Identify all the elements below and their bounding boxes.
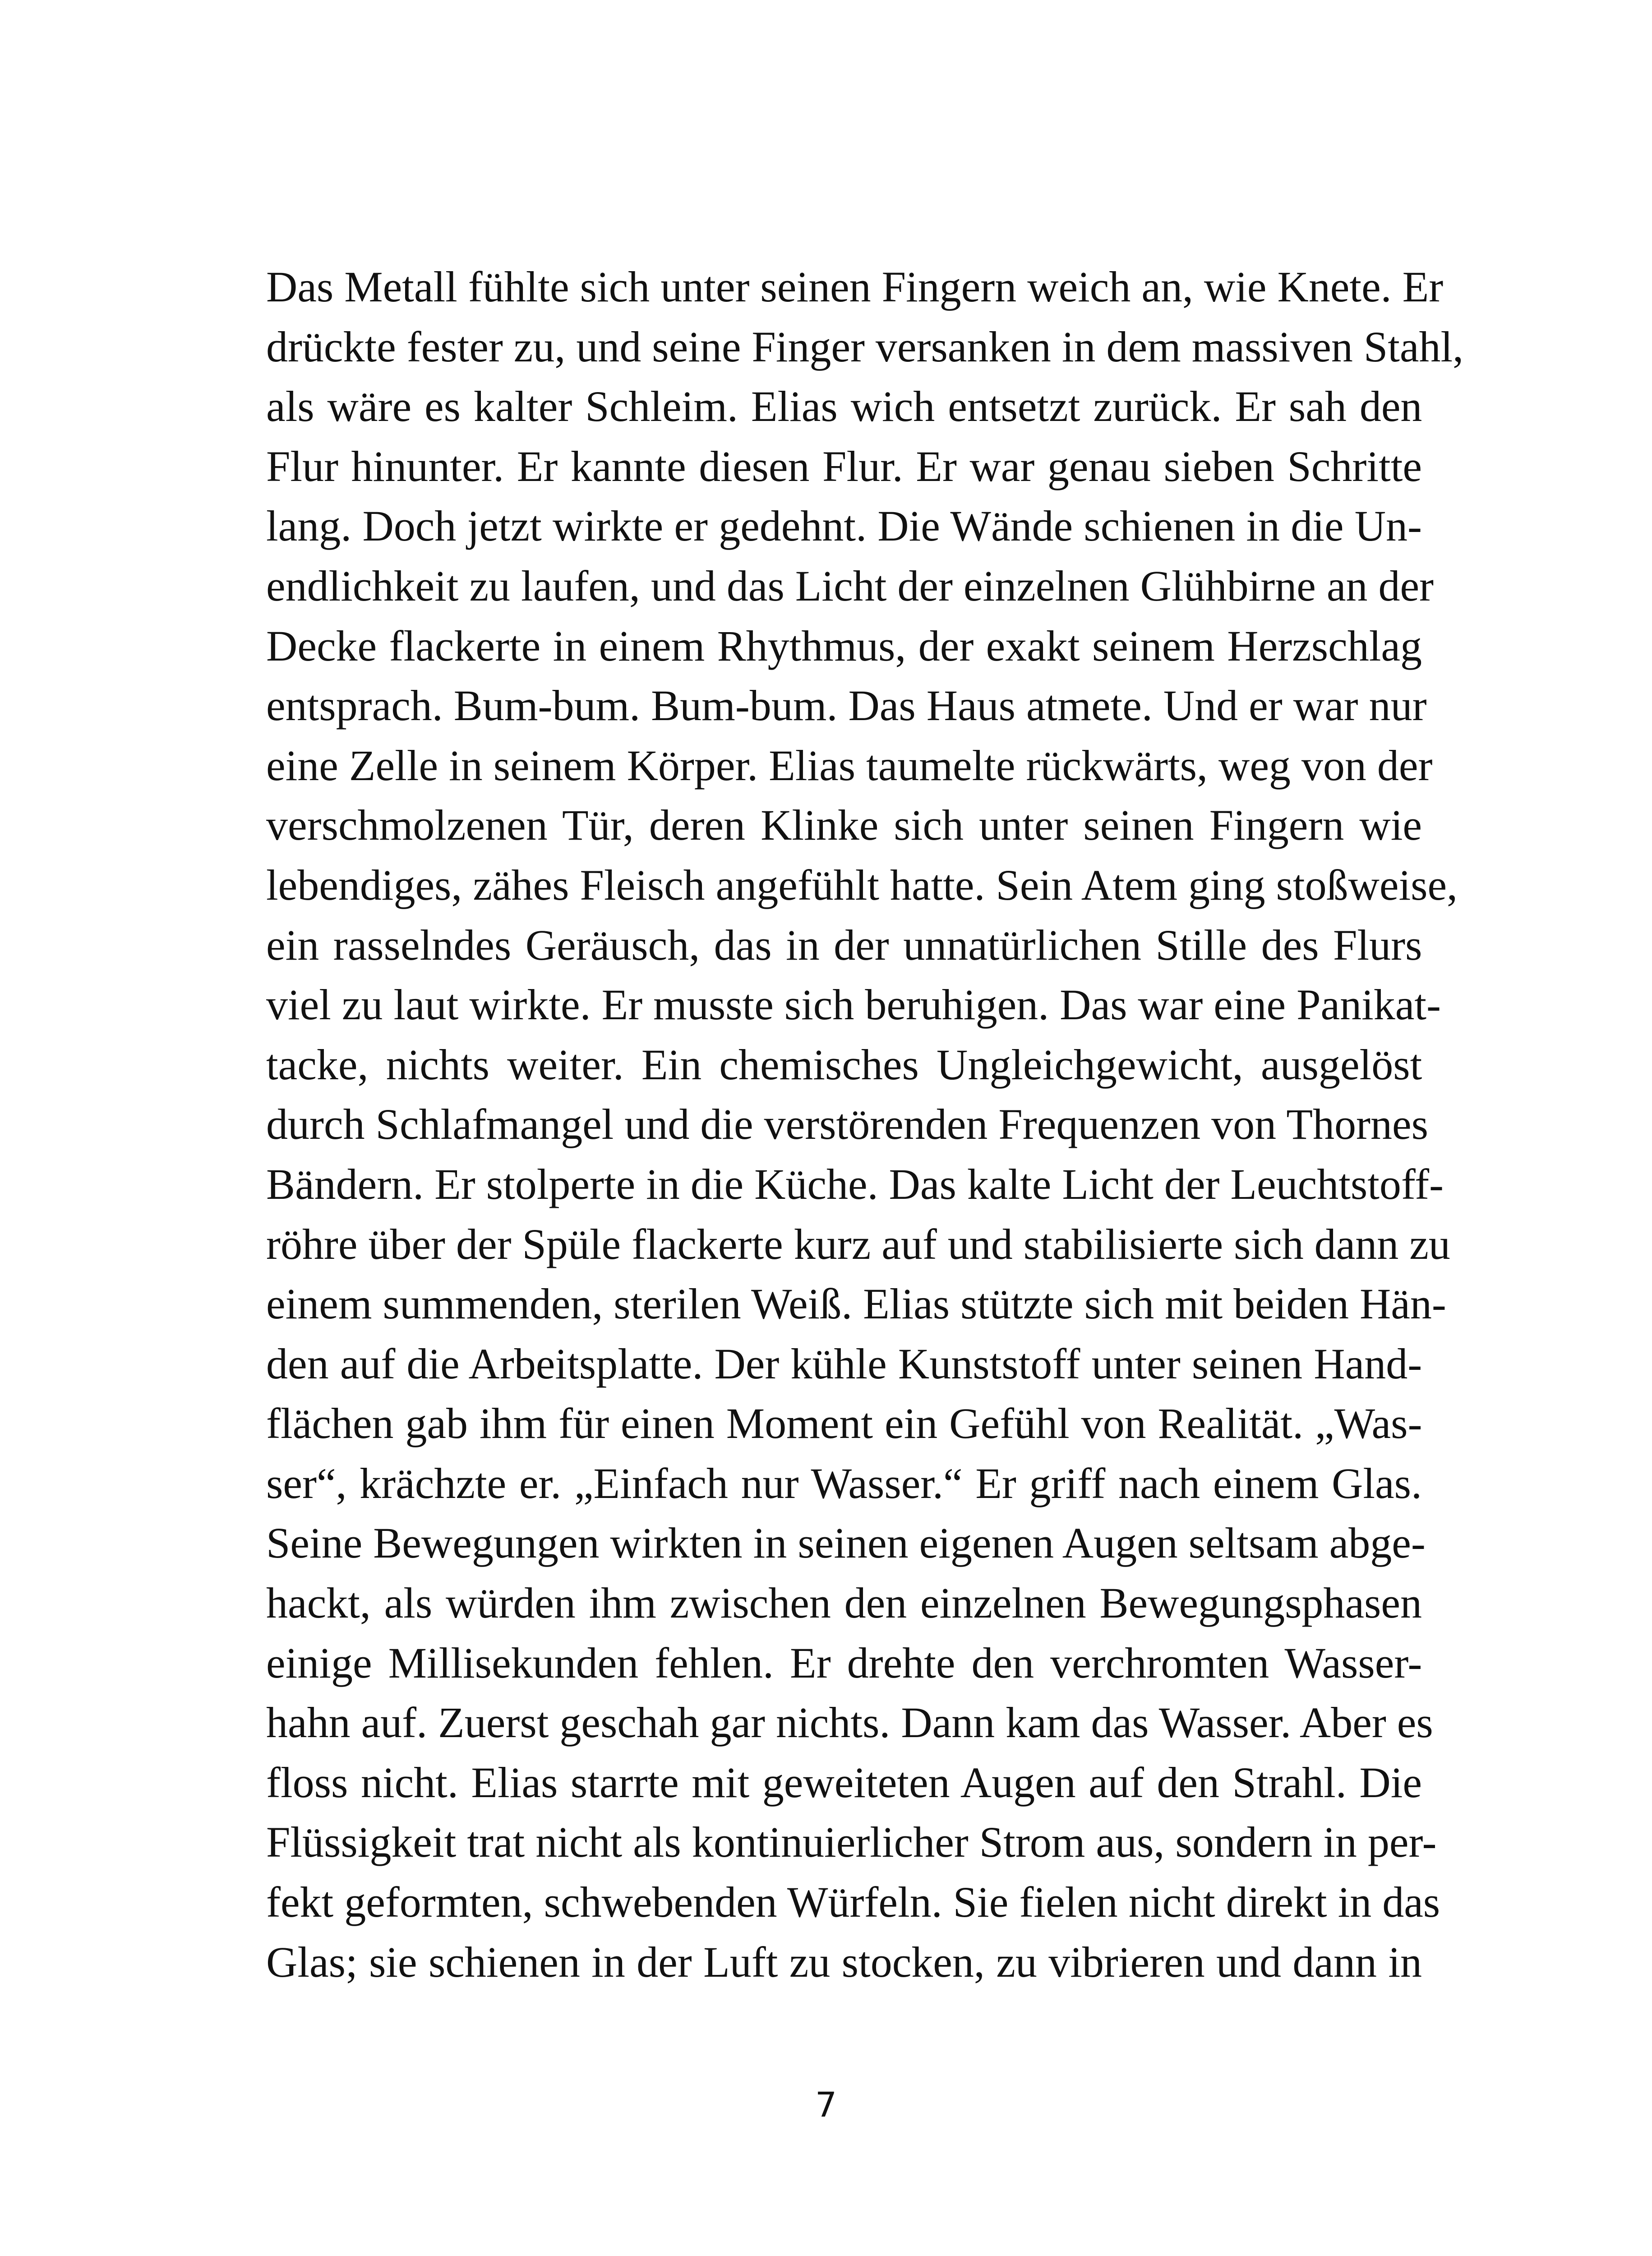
text-line: als wäre es kalter Schleim. Elias wich entsetzt zurück. Er sah den <box>266 382 1422 431</box>
text-line: floss nicht. Elias starrte mit geweiteten Augen auf den Strahl. Die <box>266 1758 1422 1807</box>
text-line: eine Zelle in seinem Körper. Elias taumelte rückwärts, weg von der <box>266 741 1433 790</box>
text-line: Das Metall fühlte sich unter seinen Fingern weich an, wie Knete. Er <box>266 263 1444 311</box>
text-line: tacke, nichts weiter. Ein chemisches Ungleichgewicht, ausgelöst <box>266 1040 1422 1089</box>
text-line: verschmolzenen Tür, deren Klinke sich unter seinen Fingern wie <box>266 801 1422 850</box>
text-line: drückte fester zu, und seine Finger versanken in dem massiven Stahl, <box>266 322 1464 371</box>
text-line: Glas; sie schienen in der Luft zu stocken, zu vibrieren und dann in <box>266 1937 1422 1986</box>
text-line: durch Schlafmangel und die verstörenden Frequenzen von Thornes <box>266 1100 1428 1149</box>
text-line: entsprach. Bum-bum. Bum-bum. Das Haus atmete. Und er war nur <box>266 681 1427 730</box>
page-number: 7 <box>815 2085 837 2125</box>
text-line: hackt, als würden ihm zwischen den einzelnen Bewegungsphasen <box>266 1579 1422 1627</box>
text-line: Decke flackerte in einem Rhythmus, der exakt seinem Herzschlag <box>266 621 1422 670</box>
text-line: fekt geformten, schwebenden Würfeln. Sie fielen nicht direkt in das <box>266 1878 1440 1927</box>
text-line: endlichkeit zu laufen, und das Licht der einzelnen Glühbirne an der <box>266 561 1434 610</box>
text-line: hahn auf. Zuerst geschah gar nichts. Dann kam das Wasser. Aber es <box>266 1698 1433 1747</box>
text-line: einige Millisekunden fehlen. Er drehte den verchromten Wasser- <box>266 1638 1422 1687</box>
text-line: ein rasselndes Geräusch, das in der unnatürlichen Stille des Flurs <box>266 920 1422 969</box>
text-line: einem summenden, sterilen Weiß. Elias stützte sich mit beiden Hän- <box>266 1280 1446 1328</box>
text-line: röhre über der Spüle flackerte kurz auf und stabilisierte sich dann zu <box>266 1220 1450 1268</box>
text-line: lebendiges, zähes Fleisch angefühlt hatte. Sein Atem ging stoßweise, <box>266 860 1458 909</box>
text-line: Bändern. Er stolperte in die Küche. Das kalte Licht der Leuchtstoff- <box>266 1160 1444 1208</box>
text-line: flächen gab ihm für einen Moment ein Gefühl von Realität. „Was- <box>266 1399 1422 1448</box>
text-line: Seine Bewegungen wirkten in seinen eigenen Augen seltsam abge- <box>266 1519 1426 1567</box>
text-line: ser“, krächzte er. „Einfach nur Wasser.“ Er griff nach einem Glas. <box>266 1459 1422 1507</box>
text-line: den auf die Arbeitsplatte. Der kühle Kunststoff unter seinen Hand- <box>266 1339 1422 1388</box>
text-line: lang. Doch jetzt wirkte er gedehnt. Die Wände schienen in die Un- <box>266 502 1422 550</box>
body-text <box>266 257 1464 1992</box>
text-line: viel zu laut wirkte. Er musste sich beruhigen. Das war eine Panikat- <box>266 980 1441 1029</box>
text-line: Flüssigkeit trat nicht als kontinuierlicher Strom aus, sondern in per- <box>266 1818 1437 1867</box>
text-line: Flur hinunter. Er kannte diesen Flur. Er war genau sieben Schritte <box>266 442 1422 490</box>
